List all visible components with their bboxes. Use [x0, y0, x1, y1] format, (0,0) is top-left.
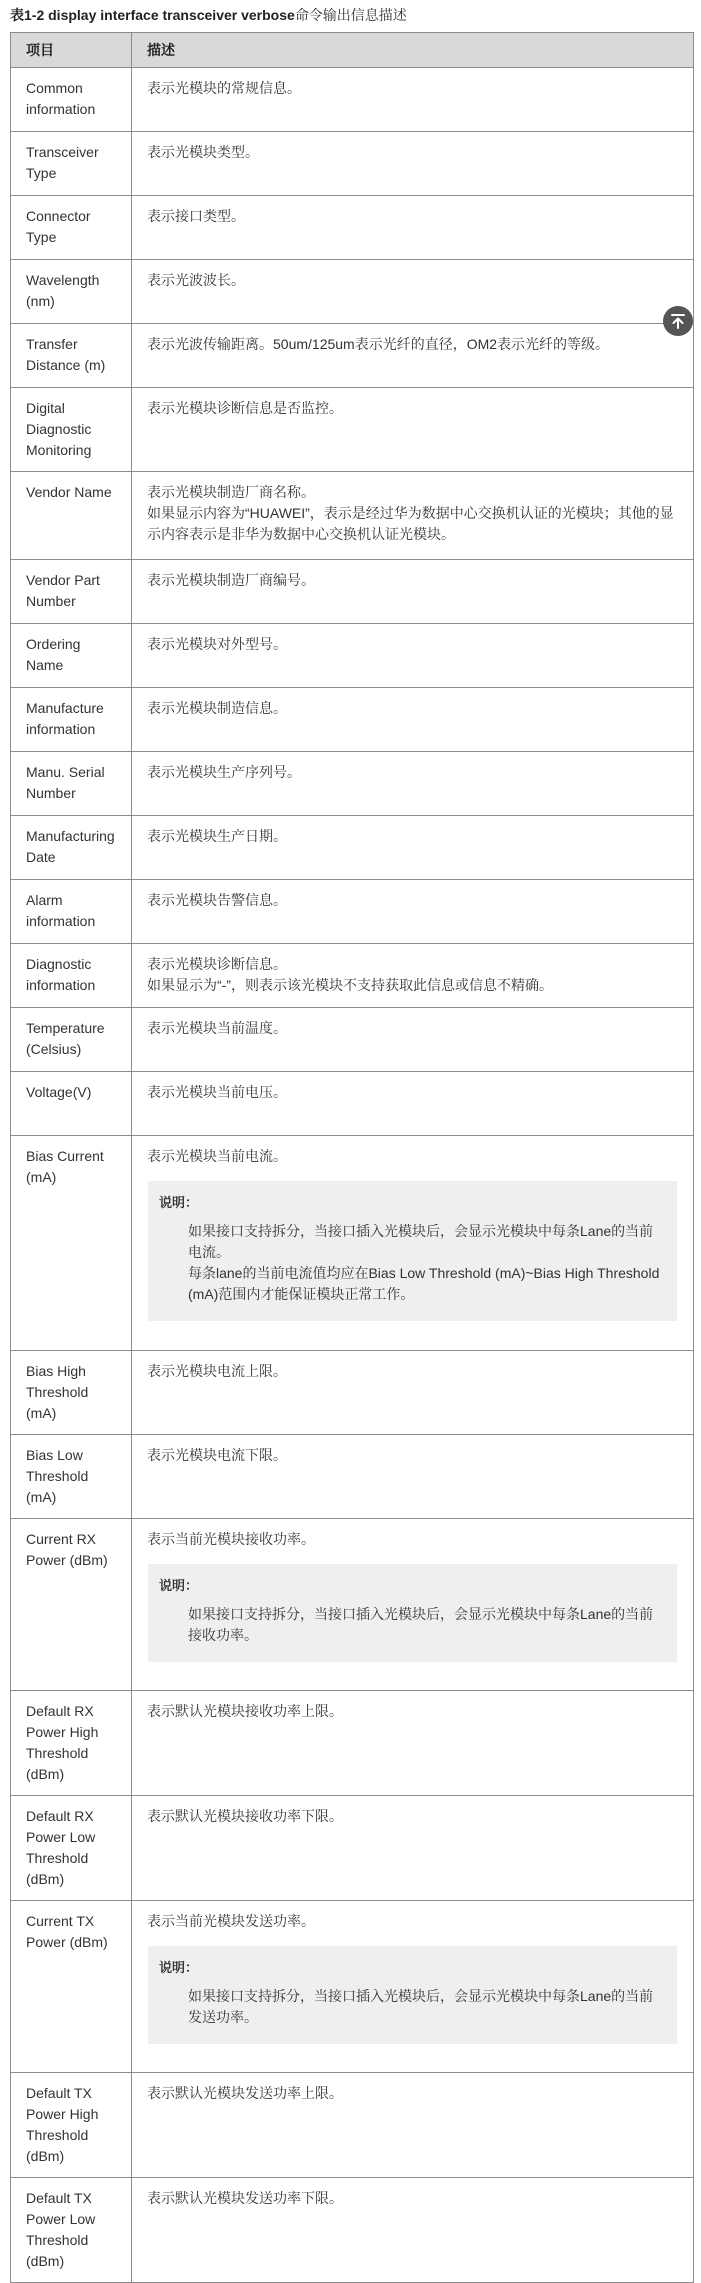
item-name: Default RX Power Low Threshold (dBm): [11, 1796, 132, 1901]
description-line: 表示光模块生产序列号。: [147, 764, 301, 780]
caption-command: display interface transceiver verbose: [48, 7, 295, 23]
item-name: Transceiver Type: [11, 132, 132, 196]
description-line: 如果显示内容为“HUAWEI”，表示是经过华为数据中心交换机认证的光模块；其他的显示内容表示是非华为数据中心交换机认证光模块。: [147, 505, 674, 542]
note-box: [148, 1181, 677, 1321]
item-description: [132, 324, 694, 388]
description-line: 表示光模块制造信息。: [147, 700, 287, 716]
back-to-top-button[interactable]: [663, 306, 693, 336]
table-row: [11, 880, 694, 944]
note-body: [159, 1986, 667, 2028]
table-row: [11, 624, 694, 688]
output-description-table: [10, 32, 694, 2283]
description-line: 表示光模块当前电压。: [147, 1084, 287, 1100]
table-row: [11, 2178, 694, 2283]
item-description: [132, 1008, 694, 1072]
item-name: Diagnostic information: [11, 944, 132, 1008]
item-name: Temperature (Celsius): [11, 1008, 132, 1072]
description-line: 表示光模块告警信息。: [147, 892, 287, 908]
table-row: [11, 944, 694, 1008]
item-name: Common information: [11, 68, 132, 132]
item-name: Current RX Power (dBm): [11, 1519, 132, 1691]
item-name: Digital Diagnostic Monitoring: [11, 388, 132, 472]
item-description: [132, 624, 694, 688]
item-name: Wavelength (nm): [11, 260, 132, 324]
note-box: [148, 1564, 677, 1662]
description-line: 表示光模块诊断信息。: [147, 956, 287, 972]
table-row: [11, 1435, 694, 1519]
table-row: [11, 752, 694, 816]
note-line: 每条lane的当前电流值均应在Bias Low Threshold (mA)~Bias High Threshold (mA)范围内才能保证模块正常工作。: [188, 1265, 660, 1302]
item-description: [132, 132, 694, 196]
table-row: [11, 1519, 694, 1691]
table-row: [11, 1351, 694, 1435]
item-description: [132, 388, 694, 472]
header-item: 项目: [11, 33, 132, 68]
item-description: [132, 1351, 694, 1435]
item-name: Bias High Threshold (mA): [11, 1351, 132, 1435]
table-row: [11, 472, 694, 560]
item-name: Voltage(V): [11, 1072, 132, 1136]
table-row: [11, 1136, 694, 1351]
note-line: 如果接口支持拆分，当接口插入光模块后，会显示光模块中每条Lane的当前电流。: [188, 1223, 654, 1260]
description-line: 表示默认光模块发送功率上限。: [147, 2085, 343, 2101]
item-description: [132, 1901, 694, 2073]
table-row: [11, 324, 694, 388]
description-line: 表示当前光模块接收功率。: [147, 1531, 315, 1547]
description-line: 表示接口类型。: [147, 208, 245, 224]
description-line: 表示默认光模块发送功率下限。: [147, 2190, 343, 2206]
item-description: [132, 560, 694, 624]
item-description: [132, 1519, 694, 1691]
description-line: 表示光模块生产日期。: [147, 828, 287, 844]
caption-label: 表1-2: [10, 7, 49, 23]
table-row: [11, 1901, 694, 2073]
note-line: 如果接口支持拆分，当接口插入光模块后，会显示光模块中每条Lane的当前接收功率。: [188, 1606, 654, 1643]
item-description: [132, 472, 694, 560]
table-row: [11, 196, 694, 260]
caption-text: 命令输出信息描述: [294, 7, 407, 23]
table-row: [11, 688, 694, 752]
description-line: 表示光波波长。: [147, 272, 245, 288]
table-caption: [10, 4, 407, 26]
item-description: [132, 880, 694, 944]
item-description: [132, 2178, 694, 2283]
item-description: [132, 196, 694, 260]
description-line: 表示当前光模块发送功率。: [147, 1913, 315, 1929]
item-description: [132, 1136, 694, 1351]
item-description: [132, 1691, 694, 1796]
table-row: [11, 560, 694, 624]
item-name: Manu. Serial Number: [11, 752, 132, 816]
item-name: Manufacturing Date: [11, 816, 132, 880]
note-line: 如果接口支持拆分，当接口插入光模块后，会显示光模块中每条Lane的当前发送功率。: [188, 1988, 654, 2025]
description-line: 表示光模块制造厂商编号。: [147, 572, 315, 588]
note-body: [159, 1221, 667, 1305]
item-description: [132, 1435, 694, 1519]
item-description: [132, 752, 694, 816]
description-line: 表示光波传输距离。50um/125um表示光纤的直径，OM2表示光纤的等级。: [147, 336, 610, 352]
table-row: [11, 1796, 694, 1901]
item-name: Alarm information: [11, 880, 132, 944]
arrow-up-to-top-icon: [663, 306, 693, 336]
description-line: 表示默认光模块接收功率下限。: [147, 1808, 343, 1824]
table-row: [11, 260, 694, 324]
table-row: [11, 1072, 694, 1136]
item-name: Vendor Name: [11, 472, 132, 560]
description-line: 表示光模块当前温度。: [147, 1020, 287, 1036]
description-line: 如果显示为“-”，则表示该光模块不支持获取此信息或信息不精确。: [147, 977, 553, 993]
item-description: [132, 68, 694, 132]
item-description: [132, 1072, 694, 1136]
item-description: [132, 944, 694, 1008]
table-row: [11, 1691, 694, 1796]
note-title: 说明：: [159, 1960, 199, 1975]
note-box: [148, 1946, 677, 2044]
note-body: [159, 1604, 667, 1646]
item-name: Bias Current (mA): [11, 1136, 132, 1351]
item-description: [132, 688, 694, 752]
item-name: Transfer Distance (m): [11, 324, 132, 388]
table-header-row: [11, 33, 694, 68]
item-description: [132, 816, 694, 880]
table-row: [11, 132, 694, 196]
table-row: [11, 816, 694, 880]
description-line: 表示光模块类型。: [147, 144, 259, 160]
table-row: [11, 68, 694, 132]
item-description: [132, 2073, 694, 2178]
item-name: Default RX Power High Threshold (dBm): [11, 1691, 132, 1796]
description-line: 表示光模块诊断信息是否监控。: [147, 400, 343, 416]
description-line: 表示光模块当前电流。: [147, 1148, 287, 1164]
item-name: Bias Low Threshold (mA): [11, 1435, 132, 1519]
description-line: 表示光模块电流下限。: [147, 1447, 287, 1463]
item-description: [132, 1796, 694, 1901]
item-name: Vendor Part Number: [11, 560, 132, 624]
item-name: Manufacture information: [11, 688, 132, 752]
item-description: [132, 260, 694, 324]
item-name: Current TX Power (dBm): [11, 1901, 132, 2073]
description-line: 表示默认光模块接收功率上限。: [147, 1703, 343, 1719]
header-description: 描述: [132, 33, 694, 68]
item-name: Connector Type: [11, 196, 132, 260]
note-title: 说明：: [159, 1195, 199, 1210]
item-name: Ordering Name: [11, 624, 132, 688]
table-row: [11, 388, 694, 472]
item-name: Default TX Power Low Threshold (dBm): [11, 2178, 132, 2283]
table-row: [11, 1008, 694, 1072]
item-name: Default TX Power High Threshold (dBm): [11, 2073, 132, 2178]
description-line: 表示光模块制造厂商名称。: [147, 484, 315, 500]
table-row: [11, 2073, 694, 2178]
description-line: 表示光模块电流上限。: [147, 1363, 287, 1379]
description-line: 表示光模块的常规信息。: [147, 80, 301, 96]
note-title: 说明：: [159, 1578, 199, 1593]
description-line: 表示光模块对外型号。: [147, 636, 287, 652]
